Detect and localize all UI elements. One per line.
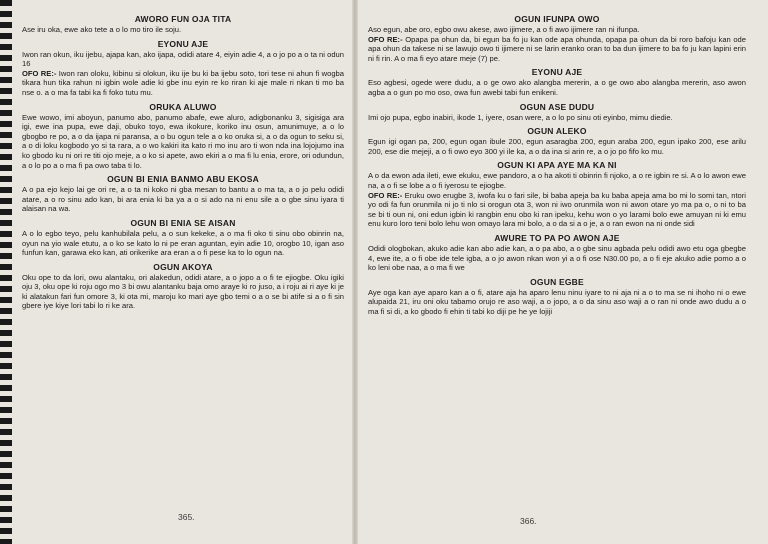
left-page: [22, 10, 344, 311]
incantation-text: Eruku owo erugbe 3, iwofa ku o fari sile, bi baba apeja ba ku baba apeja ama bo mi lo somi tan, ntori yo odi fa fun orunmila ni jo ti nlo si orogun ota 3, won ni iwo orunmila won ni awon otare yo ma pa o, o ni to ba se bi ti oun ni, oni edun igbin ki rangbin enu obo ki ran ipeku, kehu won o yo larami bolo ewe amuyan ni ki emu enu kuro loro teni bolo lehu won omayo lara mi bolo, a o da si a o je, a o ran ewon na ni onde sidi: [368, 190, 746, 229]
incantation-label: OFO RE:-: [22, 68, 57, 78]
section-paragraph: Aye oga kan aye aparo kan a o fi, atare aja ha aparo lenu ninu iyare to ni aja ni a o to ma se ni ihoho ni o ewe alupaida 21, iru oni oku tabamo orujo re aso waji, a o jopo, a o da sinu aso waji a o ran ni onde awo dudu a o ma fi si di, a ko gbodo fi ehin ti tabi ko diji pe he ye lojiji: [368, 287, 746, 316]
section-paragraph: Ewe wowo, imi aboyun, panumo abo, panumo abafe, ewe aluro, adigbonanku 3, sigisiga ara igi, ewe ina pupa, ewe daji, obuko toyo, ewa ikokure, koriko inu osun, amunimuye, a o lo gbogbo re po, a o da ijapa ni paransa, a o bu ogun tele a o ko oruka si, a o da ogun to seku si, a o di loku kogbodo yo si ta rara, a o wo kakiri ita kato ri mo inu aro ti won nda ina lojojumo ina ko gbodo ku ni ori re titi ojo meje, a o ko si apete, awo ekiri a o ma fi lu enia, erore, ori odundun, a o lo po a o ma fi pa owo taba ti lo.: [22, 112, 344, 170]
incantation-text: Iwon ran oloku, kibinu si olokun, iku ije bu ki ba ijebu soto, tori tese ni ahun fi wogba tikara hun tika rahun ni igbin wole adie ki gbe inu eyin re ko riran ki aje male ri nkan ti mo ba nse o. a o ma fa tabi ka fi foko tutu mu.: [22, 68, 344, 97]
right-page: [368, 10, 746, 316]
section-heading: AWORO FUN OJA TITA: [134, 14, 232, 24]
incantation-paragraph: [368, 191, 746, 229]
incantation-paragraph: [22, 69, 344, 98]
section-heading: EYONU AJE: [531, 67, 583, 78]
section-heading: OGUN BI ENIA SE AISAN: [130, 217, 236, 228]
incantation-label: OFO RE:-: [368, 190, 403, 200]
section-paragraph: Iwon ran okun, iku ijebu, ajapa kan, ako ijapa, odidi atare 4, eiyin adie 4, a o jo po a o ta ni odun 16: [22, 49, 344, 69]
incantation-label: OFO RE:-: [368, 34, 403, 44]
section-heading: ORUKA ALUWO: [149, 101, 217, 112]
section-paragraph: Aso egun, abe oro, egbo owu akese, awo ijimere, a o fi awo ijimere ran ni ifunpa.: [368, 25, 640, 34]
section-heading: OGUN ALEKO: [527, 126, 587, 137]
page-number-left: 365.: [178, 512, 195, 522]
section-heading: OGUN IFUNPA OWO: [514, 14, 600, 24]
section-paragraph: A o pa ejo kejo lai ge ori re, a o ta ni koko ni gba mesan to bantu a o ma ta, a o jo pelu odidi atare, a o ro sinu ado kan, bi ara enia ki ba ya a o si ado na ni enu sile a o gbe sinu iyara ti alaisan na wa.: [22, 185, 344, 214]
section-paragraph: A o da ewon ada ileti, ewe ekuku, ewe pandoro, a o ha akoti ti obinrin fi njoko, a o re igbin re si. A o lo awon ewe na, a o fi se lobe a o fi iyerosu te ejiogbe.: [368, 171, 746, 190]
incantation-text: Opapa pa ohun da, bi egun ba fo ju kan ode apa ohunda, opapa pa ohun da bi roro bafoju kan ode apa ohun da takese ni se lawujo owo ti ijimere ni se larin eranko oran to ba dun ijimere to ba fo ju kan lapini erin ni fi rin. A o ma fi eyo atare meje (7) pe.: [368, 34, 746, 63]
section-paragraph: Odidi ologbokan, akuko adie kan abo adie kan, a o pa abo, a o gbe sinu agbada pelu odidi awo etu oga gbegbe 4, ewe ite, a o fi obe ide tele igba, a o jo awon nkan won yi a o fi ose N30.00 po, a o fi eje akuko adie pomo a o ko leni obe naa, a o ma fi we: [368, 243, 746, 273]
section-paragraph: A o lo egbo teyo, pelu kanhubilala pelu, a o sun kekeke, a o ma fi oko ti sinu obo obinrin na, oyun na yio wale etutu, a o ko se kato lo ni pe eran aguntan, eyin adie 10, orogbo 10, igan aso funfun kan, garawa eko kan, ati orikerike ara eran a o fi pese ka to lo ogun na.: [22, 228, 344, 258]
section-paragraph: Ase iru oka, ewe ako tete a o lo mo tiro ile soju.: [22, 25, 182, 34]
section-heading: AWURE TO PA PO AWON AJE: [494, 232, 620, 243]
section-heading: EYONU AJE: [157, 38, 209, 49]
section-heading: OGUN BI ENIA BANMO ABU EKOSA: [107, 174, 259, 185]
section-heading: OGUN AKOYA: [153, 261, 213, 272]
section-heading: OGUN ASE DUDU: [519, 101, 595, 112]
section-heading: OGUN KI APA AYE MA KA NI: [497, 160, 617, 171]
spiral-binding: [0, 0, 12, 544]
page-number-right: 366.: [520, 516, 537, 526]
section-paragraph: Oku ope to da lori, owu alantaku, ori alakedun, odidi atare, a o jopo a o fi te ejiogbe. Oku igiki oju 3, oku ope ki roju ogo mo 3 bi owu alantanku baja omo araye ki ro juso, a i roju ai ri aye ki je ki alatakun fari fun omore 3, ki ota mi, maroju ko mari aye gbo temi o a o se bi atife si a o fi sin gbere iye kiye lori tabi lo ri ke ara.: [22, 272, 344, 311]
section-paragraph: Egun igi ogan pa, 200, egun ogan ibule 200, egun asaragba 200, egun araba 200, egun ipako 200, ese arilu 200, ese die mejeji, a o fi owo eyo 300 yi ile ka, a o da ina si arin re, a o jo po fifo ko mu.: [368, 137, 746, 156]
section-paragraph: Eso agbesi, ogede were dudu, a o ge owo ako alangba mererin, a o ge owo abo alangba mererin, aso awon agba a o gun po mo oso, owa fun awebi tabi fun enikeni.: [368, 78, 746, 97]
page-gutter: [352, 0, 358, 544]
section-paragraph: Imi ojo pupa, egbo inabiri, ikode 1, iyere, osan were, a o lo po sinu oti eyinbo, mimu diedie.: [368, 112, 673, 122]
incantation-paragraph: [368, 35, 746, 64]
section-heading: OGUN EGBE: [530, 276, 584, 287]
